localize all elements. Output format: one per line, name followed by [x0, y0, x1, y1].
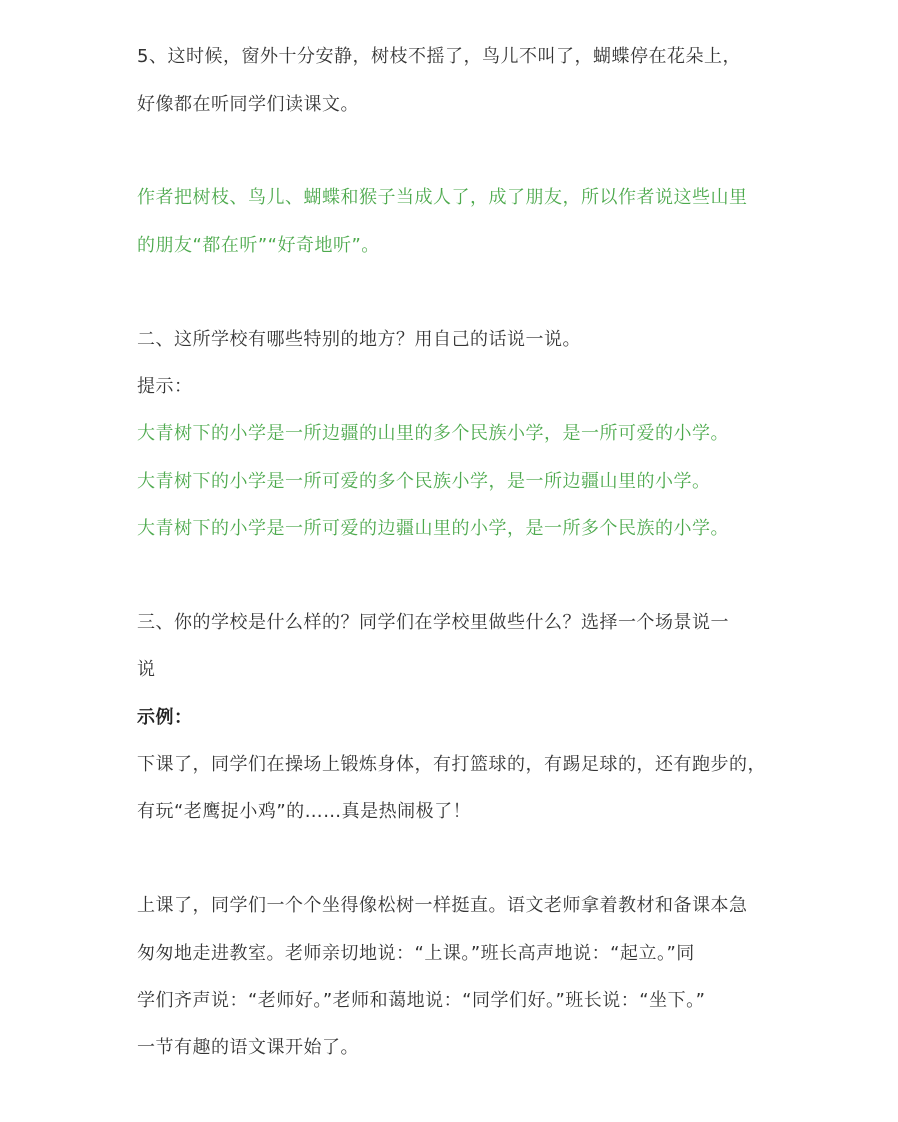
example-label: 示例：: [137, 707, 193, 728]
hint-line: 大青树下的小学是一所可爱的边疆山里的小学，是一所多个民族的小学。: [137, 518, 729, 539]
answer1-line1: 作者把树枝、鸟儿、蝴蝶和猴子当成人了，成了朋友，所以作者说这些山里: [137, 187, 748, 208]
example1-line1: 下课了，同学们在操场上锻炼身体，有打篮球的，有踢足球的，还有跑步的，: [137, 754, 766, 775]
example2-line2: 匆匆地走进教室。老师亲切地说：“上课。”班长高声地说：“起立。”同: [137, 943, 695, 964]
hint-line: 大青树下的小学是一所边疆的山里的多个民族小学，是一所可爱的小学。: [137, 423, 729, 444]
hint-line: 大青树下的小学是一所可爱的多个民族小学，是一所边疆山里的小学。: [137, 471, 711, 492]
question3-line2: 说: [137, 659, 156, 680]
answer1-line2: 的朋友“都在听”“好奇地听”。: [137, 235, 380, 256]
example2-line3: 学们齐声说：“老师好。”老师和蔼地说：“同学们好。”班长说：“坐下。”: [137, 990, 706, 1011]
example2-line4: 一节有趣的语文课开始了。: [137, 1037, 359, 1058]
section1-line2: 好像都在听同学们读课文。: [137, 94, 359, 115]
example2-line1: 上课了，同学们一个个坐得像松树一样挺直。语文老师拿着教材和备课本急: [137, 895, 748, 916]
hint-label: 提示：: [137, 376, 193, 397]
question2-text: 二、这所学校有哪些特别的地方？用自己的话说一说。: [137, 329, 581, 350]
section1-line1: 5、这时候，窗外十分安静，树枝不摇了，鸟儿不叫了，蝴蝶停在花朵上，: [137, 46, 741, 67]
example1-line2: 有玩“老鹰捉小鸡”的……真是热闹极了！: [137, 801, 472, 822]
question3-line1: 三、你的学校是什么样的？同学们在学校里做些什么？选择一个场景说一: [137, 612, 729, 633]
